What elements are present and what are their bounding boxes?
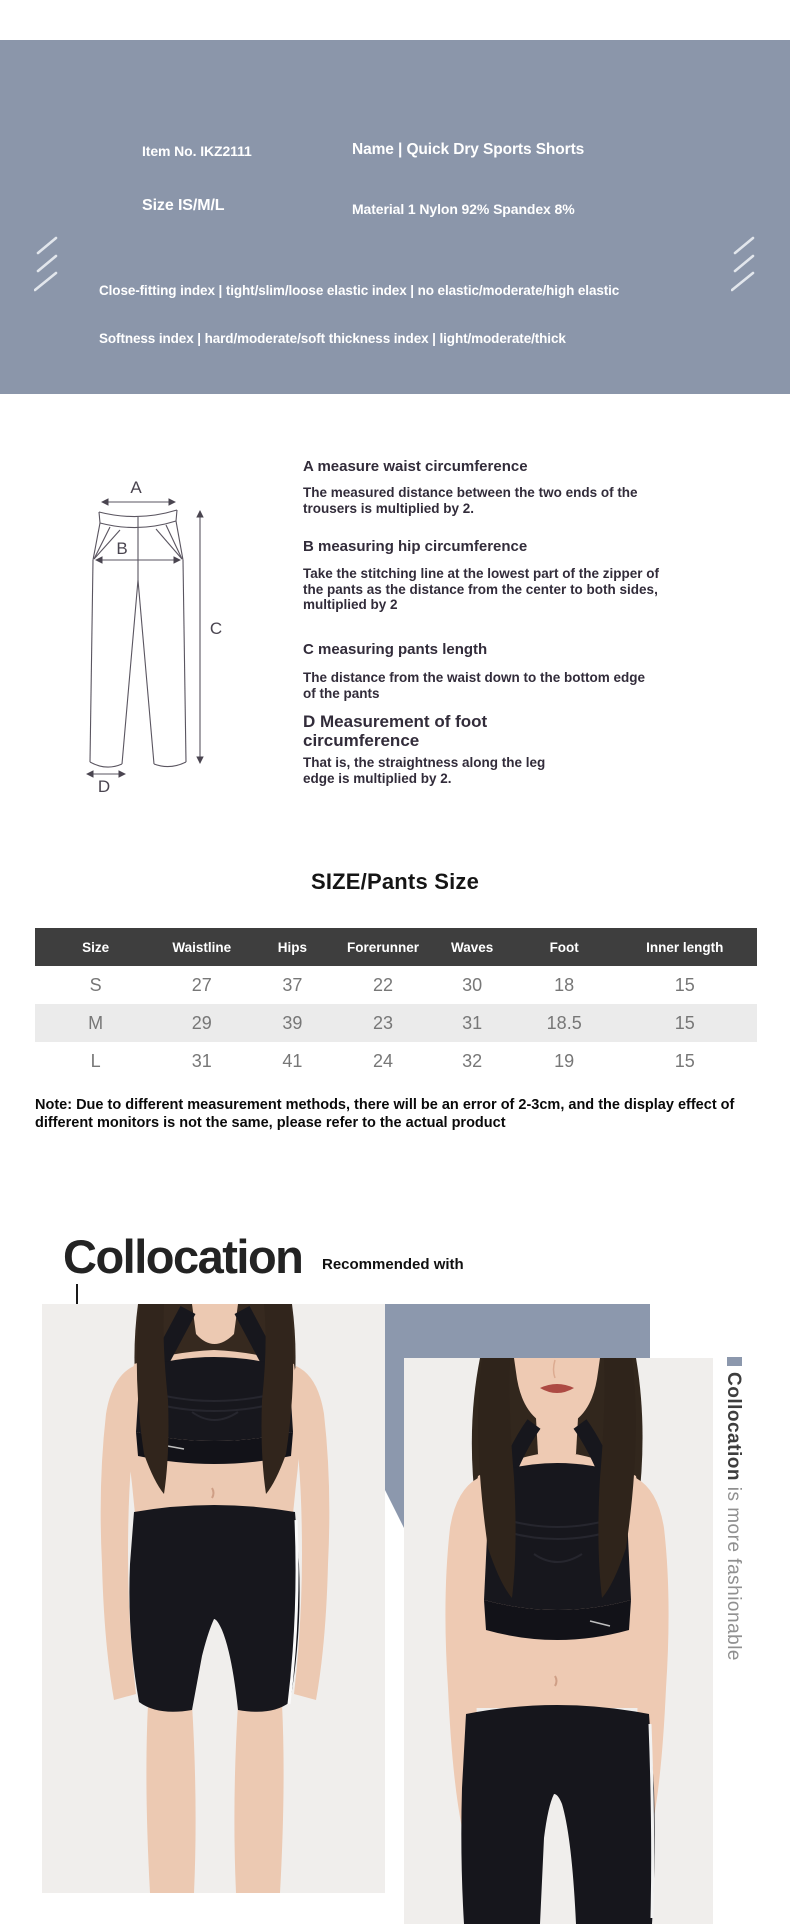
measure-body-b: Take the stitching line at the lowest part of the zipper of the pants as the distance from the center to both sides, multiplied by 2 [303, 566, 660, 612]
col-header-forerunner: Forerunner [346, 939, 419, 955]
slash-decoration-icon [34, 236, 62, 292]
cell-waistline: 29 [191, 1012, 212, 1033]
vertical-caption [722, 1372, 744, 1672]
slash-decoration-icon [731, 236, 759, 292]
product-info-banner [0, 40, 790, 394]
model-photo-left [42, 1304, 385, 1893]
table-row-l [35, 1042, 757, 1080]
item-number: Item No. IKZ2111 [142, 143, 252, 159]
cell-foot: 18 [554, 974, 575, 995]
cell-forerunner: 22 [372, 974, 393, 995]
cell-waves: 30 [462, 974, 483, 995]
size-table-title: SIZE/Pants Size [310, 869, 480, 894]
model-illustration [404, 1358, 713, 1924]
cell-hips: 39 [282, 1012, 303, 1033]
vertical-caption-rest: is more fashionable [723, 1480, 744, 1661]
pants-measurement-diagram [58, 476, 228, 806]
measure-body-d: That is, the straightness along the leg edge is multiplied by 2. [303, 755, 546, 786]
measure-heading-a: A measure waist circumference [303, 458, 528, 475]
measure-heading-b: B measuring hip circumference [303, 538, 528, 555]
col-header-waistline: Waistline [172, 939, 232, 955]
cell-forerunner: 23 [372, 1012, 393, 1033]
cell-foot: 19 [554, 1050, 575, 1071]
cell-waves: 31 [462, 1012, 483, 1033]
cell-forerunner: 24 [372, 1050, 393, 1071]
col-header-hips: Hips [277, 939, 307, 955]
measure-heading-d: D Measurement of foot circumference [303, 712, 488, 750]
cell-size: M [88, 1012, 104, 1033]
size-table [35, 928, 757, 1080]
col-header-size: Size [82, 939, 110, 955]
material-info: Material 1 Nylon 92% Spandex 8% [352, 201, 575, 217]
cell-foot: 18.5 [546, 1012, 582, 1033]
size-options: Size IS/M/L [142, 197, 225, 214]
cell-size: S [89, 974, 102, 995]
model-photo-right [404, 1358, 713, 1924]
product-name: Name | Quick Dry Sports Shorts [352, 141, 585, 158]
col-header-waves: Waves [451, 939, 494, 955]
softness-index-line: Softness index | hard/moderate/soft thickness index | light/moderate/thick [99, 331, 566, 346]
measurement-note: Note: Due to different measurement methods, there will be an error of 2-3cm, and the display effect of different monitors is not the same, please refer to the actual product [35, 1097, 735, 1131]
cell-waistline: 27 [191, 974, 212, 995]
cell-waves: 32 [462, 1050, 483, 1071]
diagram-label-b: B [116, 539, 128, 558]
table-row-s [35, 966, 757, 1004]
cell-inner-length: 15 [674, 1012, 695, 1033]
measure-body-c: The distance from the waist down to the bottom edge of the pants [303, 670, 646, 701]
diagram-label-c: C [209, 619, 223, 638]
collocation-title: Collocation [63, 1230, 303, 1283]
size-table-header-row [35, 928, 757, 966]
cell-inner-length: 15 [674, 1050, 695, 1071]
measure-heading-c: C measuring pants length [303, 641, 488, 658]
cell-size: L [90, 1050, 101, 1071]
fit-index-line: Close-fitting index | tight/slim/loose elastic index | no elastic/moderate/high elastic [99, 283, 620, 298]
cell-inner-length: 15 [674, 974, 695, 995]
vertical-caption-bold: Collocation [723, 1372, 744, 1481]
col-header-inner-length: Inner length [646, 939, 724, 955]
diagram-label-a: A [130, 478, 142, 497]
cell-hips: 37 [282, 974, 303, 995]
cell-waistline: 31 [191, 1050, 212, 1071]
measure-body-a: The measured distance between the two ends of the trousers is multiplied by 2. [303, 485, 638, 516]
diagram-label-d: D [97, 777, 111, 796]
col-header-foot: Foot [549, 939, 579, 955]
vertical-caption-marker [727, 1357, 742, 1366]
cell-hips: 41 [282, 1050, 303, 1071]
collocation-subtitle: Recommended with [322, 1256, 464, 1273]
table-row-m [35, 1004, 757, 1042]
model-illustration [42, 1304, 385, 1893]
